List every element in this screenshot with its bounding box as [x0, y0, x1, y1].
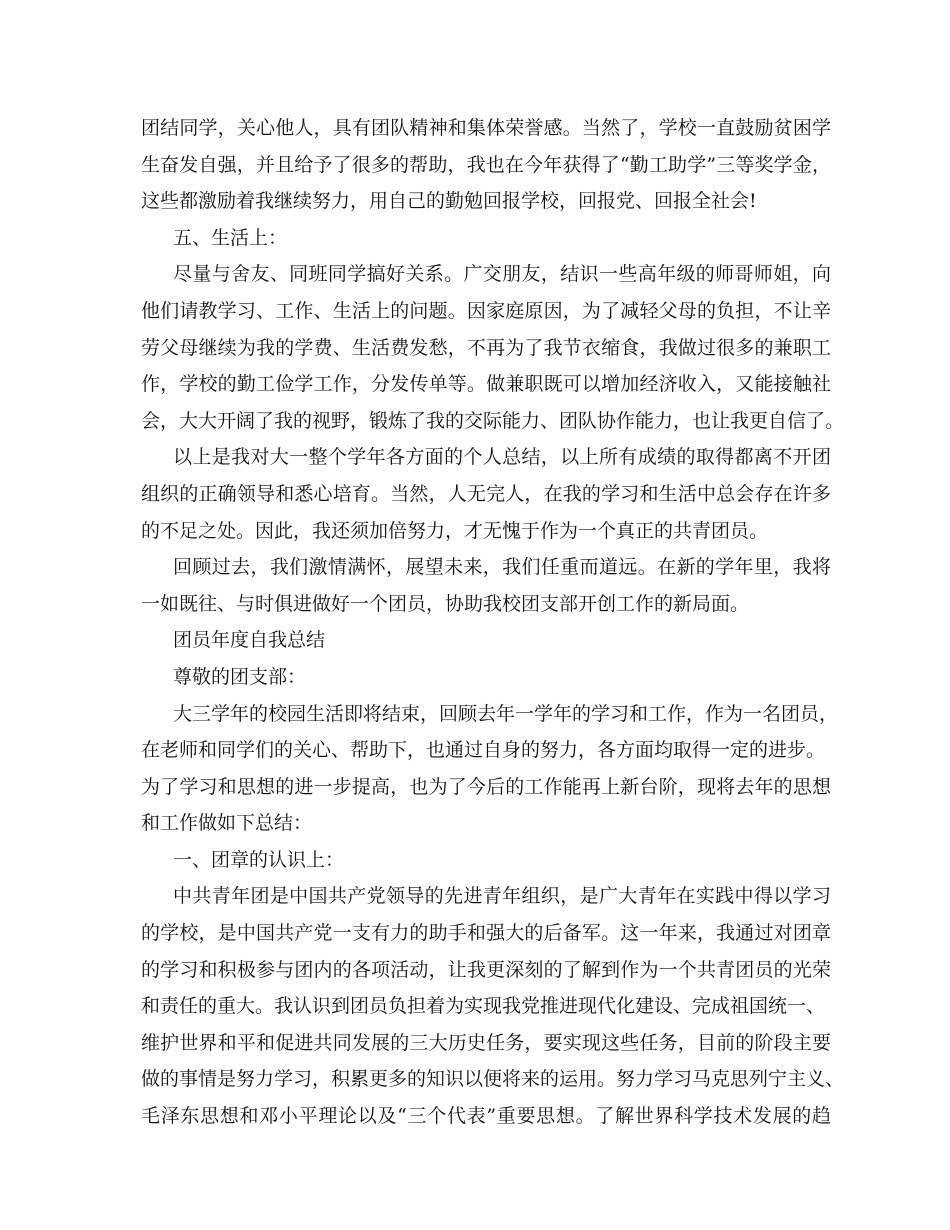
- paragraph-line: 生奋发自强，并且给予了很多的帮助，我也在今年获得了“勤工助学”三等奖学金，: [141, 153, 831, 176]
- paragraph-line: 团结同学，关心他人，具有团队精神和集体荣誉感。当然了，学校一直鼓励贫困学: [141, 117, 831, 139]
- paragraph-line: 回顾过去，我们激情满怀，展望未来，我们任重而道远。在新的学年里，我将: [173, 556, 831, 579]
- section-heading-charter: 一、团章的认识上：: [173, 848, 345, 871]
- paragraph-line: 维护世界和平和促进共同发展的三大历史任务，要实现这些任务，目前的阶段主要: [141, 1031, 831, 1054]
- paragraph-line: 他们请教学习、工作、生活上的问题。因家庭原因，为了减轻父母的负担，不让辛: [141, 299, 831, 322]
- salutation: 尊敬的团支部：: [173, 665, 307, 688]
- paragraph-line: 作，学校的勤工俭学工作，分发传单等。做兼职既可以增加经济收入，又能接触社: [141, 373, 831, 396]
- paragraph-line: 的学习和积极参与团内的各项活动，让我更深刻的了解到作为一个共青团员的光荣: [141, 958, 831, 981]
- paragraph-line: 以上是我对大一整个学年各方面的个人总结，以上所有成绩的取得都离不开团: [173, 446, 831, 469]
- paragraph-line: 为了学习和思想的进一步提高，也为了今后的工作能再上新台阶，现将去年的思想: [141, 775, 831, 798]
- paragraph-line: 组织的正确领导和悉心培育。当然，人无完人，在我的学习和生活中总会存在许多: [141, 482, 831, 505]
- document-body: [141, 110, 845, 1135]
- paragraph-line: 这些都激励着我继续努力，用自己的勤勉回报学校，回报党、回报全社会!: [141, 190, 757, 213]
- document-title: 团员年度自我总结: [173, 629, 326, 652]
- paragraph-line: 尽量与舍友、同班同学搞好关系。广交朋友，结识一些高年级的师哥师姐，向: [173, 263, 831, 286]
- paragraph-line: 和责任的重大。我认识到团员负担着为实现我党推进现代化建设、完成祖国统一、: [141, 995, 826, 1018]
- paragraph-line: 中共青年团是中国共产党领导的先进青年组织，是广大青年在实践中得以学习: [173, 885, 831, 908]
- paragraph-line: 劳父母继续为我的学费、生活费发愁，不再为了我节衣缩食，我做过很多的兼职工: [141, 336, 831, 359]
- paragraph-line: 做的事情是努力学习，积累更多的知识以便将来的运用。努力学习马克思列宁主义、: [141, 1068, 845, 1091]
- paragraph-line: 大三学年的校园生活即将结束，回顾去年一学年的学习和工作，作为一名团员，: [173, 702, 839, 725]
- paragraph-line: 毛泽东思想和邓小平理论以及“三个代表”重要思想。了解世界科学技术发展的趋: [141, 1105, 831, 1128]
- paragraph-line: 在老师和同学们的关心、帮助下，也通过自身的努力，各方面均取得一定的进步。: [141, 739, 826, 762]
- paragraph-line: 和工作做如下总结：: [141, 812, 313, 835]
- paragraph-line: 一如既往、与时俱进做好一个团员，协助我校团支部开创工作的新局面。: [141, 592, 750, 615]
- section-heading-life: 五、生活上：: [173, 226, 288, 249]
- paragraph-line: 的学校，是中国共产党一支有力的助手和强大的后备军。这一年来，我通过对团章: [141, 922, 831, 945]
- paragraph-line: 会，大大开阔了我的视野，锻炼了我的交际能力、团队协作能力，也让我更自信了。: [141, 409, 845, 432]
- paragraph-line: 的不足之处。因此，我还须加倍努力，才无愧于作为一个真正的共青团员。: [141, 519, 769, 542]
